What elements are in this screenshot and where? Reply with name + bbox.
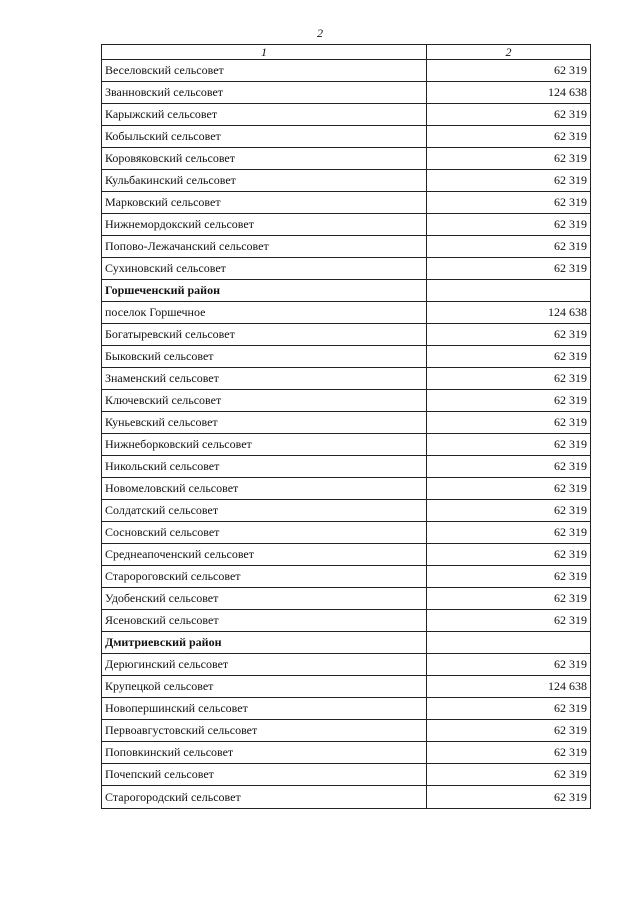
- table-row: [102, 566, 591, 588]
- amount-value: 62 319: [427, 126, 591, 148]
- settlement-name: Коровяковский сельсовет: [102, 148, 427, 170]
- amount-value: 62 319: [427, 720, 591, 742]
- table-row: [102, 434, 591, 456]
- allocation-table: [101, 44, 591, 809]
- table-row: [102, 610, 591, 632]
- table-row: [102, 214, 591, 236]
- settlement-name: Марковский сельсовет: [102, 192, 427, 214]
- amount-value: 62 319: [427, 104, 591, 126]
- table-header-row: [102, 45, 591, 60]
- table-row: [102, 786, 591, 809]
- amount-value: 62 319: [427, 60, 591, 82]
- amount-value: 124 638: [427, 676, 591, 698]
- settlement-name: Ключевский сельсовет: [102, 390, 427, 412]
- amount-value: 62 319: [427, 742, 591, 764]
- amount-value: 62 319: [427, 654, 591, 676]
- amount-value: 62 319: [427, 170, 591, 192]
- table-row: [102, 588, 591, 610]
- amount-value: 62 319: [427, 456, 591, 478]
- settlement-name: Солдатский сельсовет: [102, 500, 427, 522]
- amount-value: 124 638: [427, 82, 591, 104]
- amount-value: 62 319: [427, 544, 591, 566]
- table-row: [102, 324, 591, 346]
- table-row: [102, 60, 591, 82]
- table-row: [102, 478, 591, 500]
- table-row: [102, 676, 591, 698]
- table-body: [102, 60, 591, 809]
- table-row: [102, 126, 591, 148]
- table-row: [102, 104, 591, 126]
- page-number: 2: [317, 26, 323, 40]
- amount-value: 62 319: [427, 566, 591, 588]
- settlement-name: Старороговский сельсовет: [102, 566, 427, 588]
- amount-value: 62 319: [427, 214, 591, 236]
- settlement-name: Среднеапоченский сельсовет: [102, 544, 427, 566]
- table-row: [102, 346, 591, 368]
- table-row: [102, 720, 591, 742]
- amount-value: 62 319: [427, 412, 591, 434]
- settlement-name: Первоавгустовский сельсовет: [102, 720, 427, 742]
- settlement-name: Нижнемордокский сельсовет: [102, 214, 427, 236]
- amount-value: 124 638: [427, 302, 591, 324]
- settlement-name: Поповкинский сельсовет: [102, 742, 427, 764]
- table-row: [102, 170, 591, 192]
- settlement-name: Быковский сельсовет: [102, 346, 427, 368]
- table-row: [102, 500, 591, 522]
- settlement-name: Знаменский сельсовет: [102, 368, 427, 390]
- amount-value: 62 319: [427, 522, 591, 544]
- settlement-name: Сухиновский сельсовет: [102, 258, 427, 280]
- settlement-name: Кульбакинский сельсовет: [102, 170, 427, 192]
- settlement-name: Нижнеборковский сельсовет: [102, 434, 427, 456]
- settlement-name: Старогородский сельсовет: [102, 786, 427, 809]
- amount-value: 62 319: [427, 698, 591, 720]
- amount-value: 62 319: [427, 588, 591, 610]
- column-header-1: 1: [102, 45, 427, 60]
- section-row: [102, 632, 591, 654]
- settlement-name: Новопершинский сельсовет: [102, 698, 427, 720]
- table-row: [102, 390, 591, 412]
- amount-value: 62 319: [427, 192, 591, 214]
- section-row: [102, 280, 591, 302]
- table-row: [102, 258, 591, 280]
- amount-value: [427, 280, 591, 302]
- settlement-name: Карыжский сельсовет: [102, 104, 427, 126]
- amount-value: 62 319: [427, 500, 591, 522]
- table-row: [102, 544, 591, 566]
- amount-value: 62 319: [427, 148, 591, 170]
- table-row: [102, 82, 591, 104]
- table-row: [102, 368, 591, 390]
- table-row: [102, 148, 591, 170]
- settlement-name: Сосновский сельсовет: [102, 522, 427, 544]
- amount-value: 62 319: [427, 478, 591, 500]
- table-row: [102, 412, 591, 434]
- settlement-name: Званновский сельсовет: [102, 82, 427, 104]
- table-row: [102, 302, 591, 324]
- amount-value: 62 319: [427, 390, 591, 412]
- settlement-name: Удобенский сельсовет: [102, 588, 427, 610]
- amount-value: 62 319: [427, 786, 591, 809]
- amount-value: 62 319: [427, 368, 591, 390]
- district-name: Дмитриевский район: [102, 632, 427, 654]
- settlement-name: Почепский сельсовет: [102, 764, 427, 786]
- settlement-name: Богатыревский сельсовет: [102, 324, 427, 346]
- settlement-name: Никольский сельсовет: [102, 456, 427, 478]
- settlement-name: Попово-Лежачанский сельсовет: [102, 236, 427, 258]
- settlement-name: Куньевский сельсовет: [102, 412, 427, 434]
- table-row: [102, 764, 591, 786]
- amount-value: 62 319: [427, 610, 591, 632]
- district-name: Горшеченский район: [102, 280, 427, 302]
- amount-value: 62 319: [427, 324, 591, 346]
- settlement-name: Веселовский сельсовет: [102, 60, 427, 82]
- table-row: [102, 742, 591, 764]
- amount-value: 62 319: [427, 236, 591, 258]
- table-row: [102, 654, 591, 676]
- amount-value: 62 319: [427, 434, 591, 456]
- settlement-name: Кобыльский сельсовет: [102, 126, 427, 148]
- amount-value: 62 319: [427, 764, 591, 786]
- settlement-name: Дерюгинский сельсовет: [102, 654, 427, 676]
- column-header-2: 2: [427, 45, 591, 60]
- table-row: [102, 236, 591, 258]
- settlement-name: поселок Горшечное: [102, 302, 427, 324]
- table-row: [102, 456, 591, 478]
- settlement-name: Ясеновский сельсовет: [102, 610, 427, 632]
- table-row: [102, 698, 591, 720]
- table-row: [102, 192, 591, 214]
- amount-value: 62 319: [427, 346, 591, 368]
- settlement-name: Новомеловский сельсовет: [102, 478, 427, 500]
- table-row: [102, 522, 591, 544]
- amount-value: 62 319: [427, 258, 591, 280]
- settlement-name: Крупецкой сельсовет: [102, 676, 427, 698]
- amount-value: [427, 632, 591, 654]
